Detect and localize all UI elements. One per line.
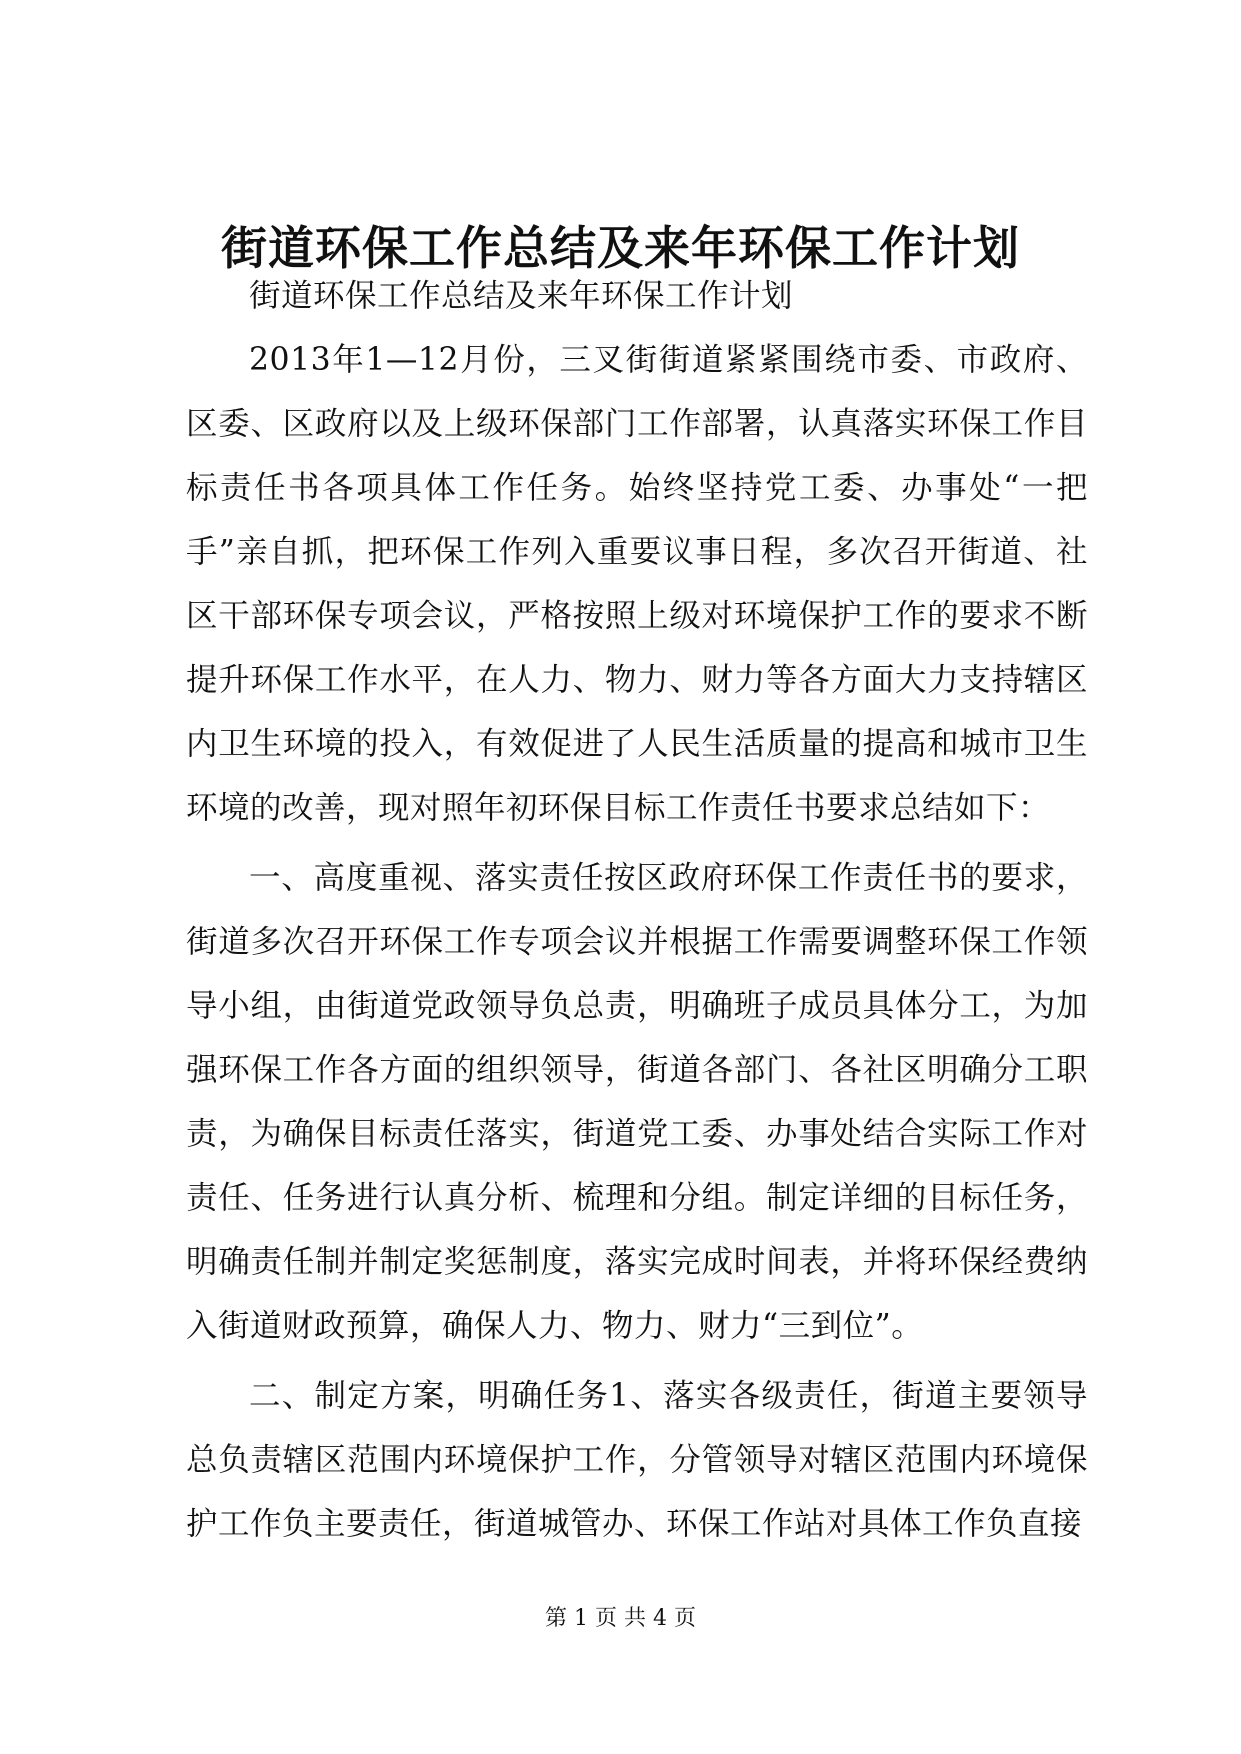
subtitle-paragraph: 街道环保工作总结及来年环保工作计划 — [249, 278, 794, 314]
section-one-paragraph: 一、高度重视、落实责任按区政府环保工作责任书的要求，街道多次召开环保工作专项会议并根据工作需要调整环保工作领导小组，由街道党政领导负总责，明确班子成员具体分工，为加强环保工作各方面的组织领导，街道各部门、各社区明确分工职责，为确保目标责任落实，街道党工委、办事处结合实际工作对责任、任务进行认真分析、梳理和分组。制定详细的目标任务，明确责任制并制定奖惩制度，落实完成时间表，并将环保经费纳入街道财政预算，确保人力、物力、财力“三到位”。 — [186, 860, 1088, 1344]
page-number-footer: 第 1 页 共 4 页 — [545, 1606, 696, 1631]
document-title: 街道环保工作总结及来年环保工作计划 — [221, 221, 1020, 275]
intro-paragraph: 2013年1—12月份，三叉街街道紧紧围绕市委、市政府、区委、区政府以及上级环保部门工作部署，认真落实环保工作目标责任书各项具体工作任务。始终坚持党工委、办事处“一把手”亲自抓，把环保工作列入重要议事日程，多次召开街道、社区干部环保专项会议，严格按照上级对环境保护工作的要求不断提升环保工作水平，在人力、物力、财力等各方面大力支持辖区内卫生环境的投入，有效促进了人民生活质量的提高和城市卫生环境的改善，现对照年初环保目标工作责任书要求总结如下： — [186, 342, 1088, 826]
document-body — [186, 264, 1088, 1556]
section-two-paragraph: 二、制定方案，明确任务1、落实各级责任，街道主要领导总负责辖区范围内环境保护工作，分管领导对辖区范围内环境保护工作负主要责任，街道城管办、环保工作站对具体工作负直接 — [186, 1378, 1088, 1542]
